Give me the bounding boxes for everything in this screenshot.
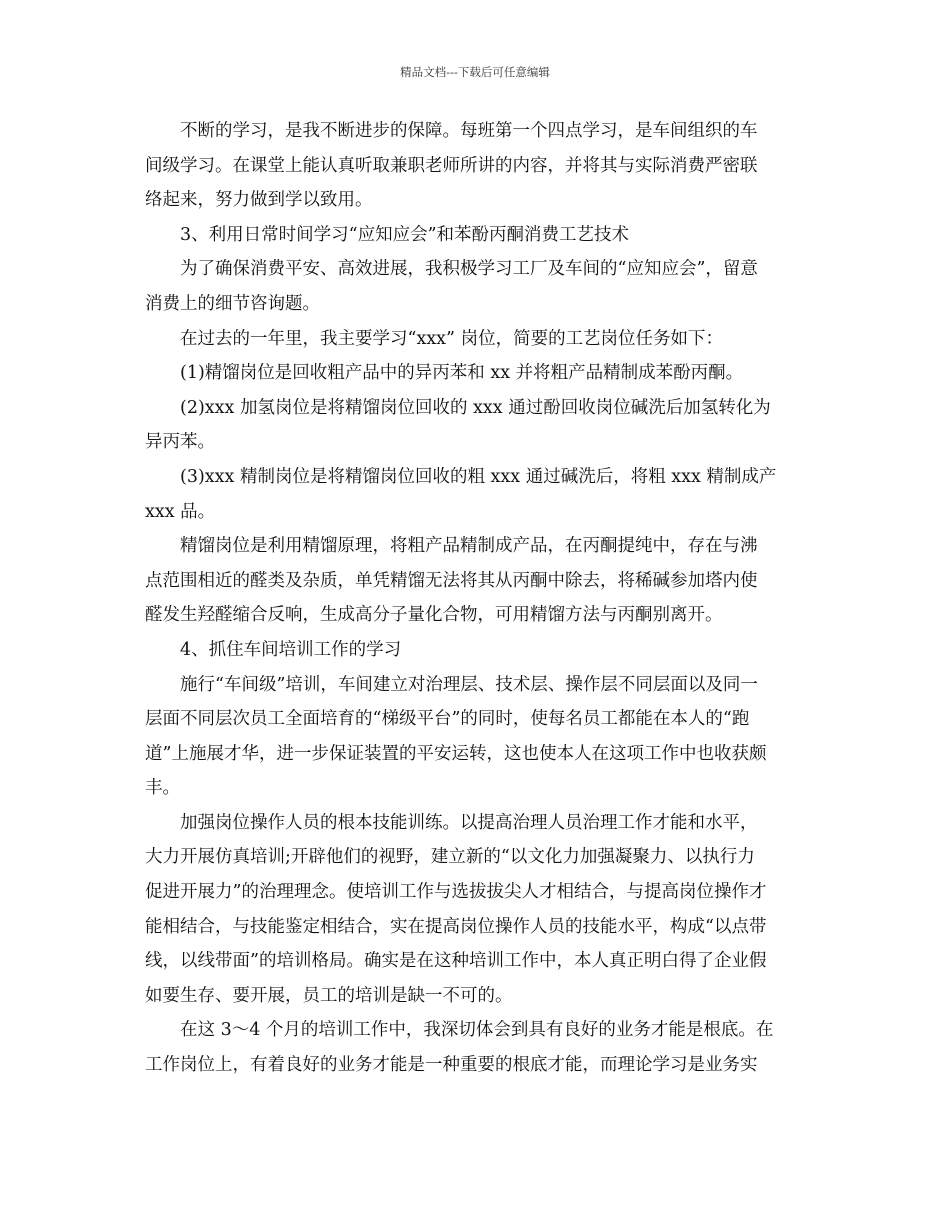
text-line: 工作岗位上，有着良好的业务才能是一种重要的根底才能，而理论学习是业务实 [145,1055,758,1076]
text-line: 如要生存、要开展，员工的培训是缺一不可的。 [145,985,513,1006]
text-line: 络起来，努力做到学以致用。 [145,190,373,211]
text-line: 点范围相近的醛类及杂质，单凭精馏无法将其从丙酮中除去，将稀碱参加塔内使 [145,570,758,591]
text-line: 促进开展力”的治理理念。使培训工作与选拔拔尖人才相结合，与提高岗位操作才 [145,882,767,903]
document-body [145,114,807,1083]
text-line: 丰。 [145,778,180,799]
paragraph [145,1013,807,1082]
text-line: (2)xxx 加氢岗位是将精馏岗位回收的 xxx 通过酚回收岗位碱洗后加氢转化为 [180,397,771,418]
paragraph [145,356,807,391]
text-line: 精馏岗位是利用精馏原理，将粗产品精制成产品，在丙酮提纯中，存在与沸 [180,536,758,557]
text-line: 异丙苯。 [145,432,215,453]
paragraph [145,252,807,321]
text-line: xxx 品。 [145,501,216,522]
text-line: 加强岗位操作人员的根本技能训练。以提高治理人员治理工作才能和水平， [180,812,758,833]
text-line: 醛发生羟醛缩合反响，生成高分子量化合物，可用精馏方法与丙酮别离开。 [145,605,723,626]
text-line: 能相结合，与技能鉴定相结合，实在提高岗位操作人员的技能水平，构成“以点带 [145,916,767,937]
text-line: (3)xxx 精制岗位是将精馏岗位回收的粗 xxx 通过碱洗后，将粗 xxx 精制成产 [180,466,777,487]
paragraph [145,668,807,806]
text-line: 施行“车间级”培训，车间建立对治理层、技术层、操作层不同层面以及同一 [180,674,758,695]
text-line: 线，以线带面”的培训格局。确实是在这种培训工作中，本人真正明白得了企业假 [145,951,767,972]
paragraph [145,529,807,633]
text-line: 4、抓住车间培训工作的学习 [180,639,402,660]
paragraph [145,218,807,253]
text-line: (1)精馏岗位是回收粗产品中的异丙苯和 xx 并将粗产品精制成苯酚丙酮。 [180,363,744,384]
paragraph [145,460,807,529]
paragraph [145,114,807,218]
text-line: 大力开展仿真培训;开辟他们的视野，建立新的“以文化力加强凝聚力、以执行力 [145,847,755,868]
text-line: 3、利用日常时间学习“应知应会”和苯酚丙酮消费工艺技术 [180,224,630,245]
text-line: 消费上的细节咨询题。 [145,293,320,314]
paragraph [145,322,807,357]
paragraph [145,391,807,460]
text-line: 在过去的一年里，我主要学习“xxx” 岗位，简要的工艺岗位任务如下： [180,328,724,349]
text-line: 间级学习。在课堂上能认真听取兼职老师所讲的内容，并将其与实际消费严密联 [145,155,758,176]
text-line: 在这 3～4 个月的培训工作中，我深切体会到具有良好的业务才能是根底。在 [180,1020,774,1041]
text-line: 为了确保消费平安、高效进展，我积极学习工厂及车间的“应知应会”，留意 [180,259,758,280]
paragraph [145,806,807,1014]
paragraph [145,633,807,668]
text-line: 不断的学习，是我不断进步的保障。每班第一个四点学习，是车间组织的车 [180,121,758,141]
page-header: 精品文档---下载后可任意编辑 [400,65,550,79]
text-line: 层面不同层次员工全面培育的“梯级平台”的同时，使每名员工都能在本人的“跑 [145,709,750,730]
text-line: 道”上施展才华，进一步保证装置的平安运转，这也使本人在这项工作中也收获颇 [145,743,767,764]
